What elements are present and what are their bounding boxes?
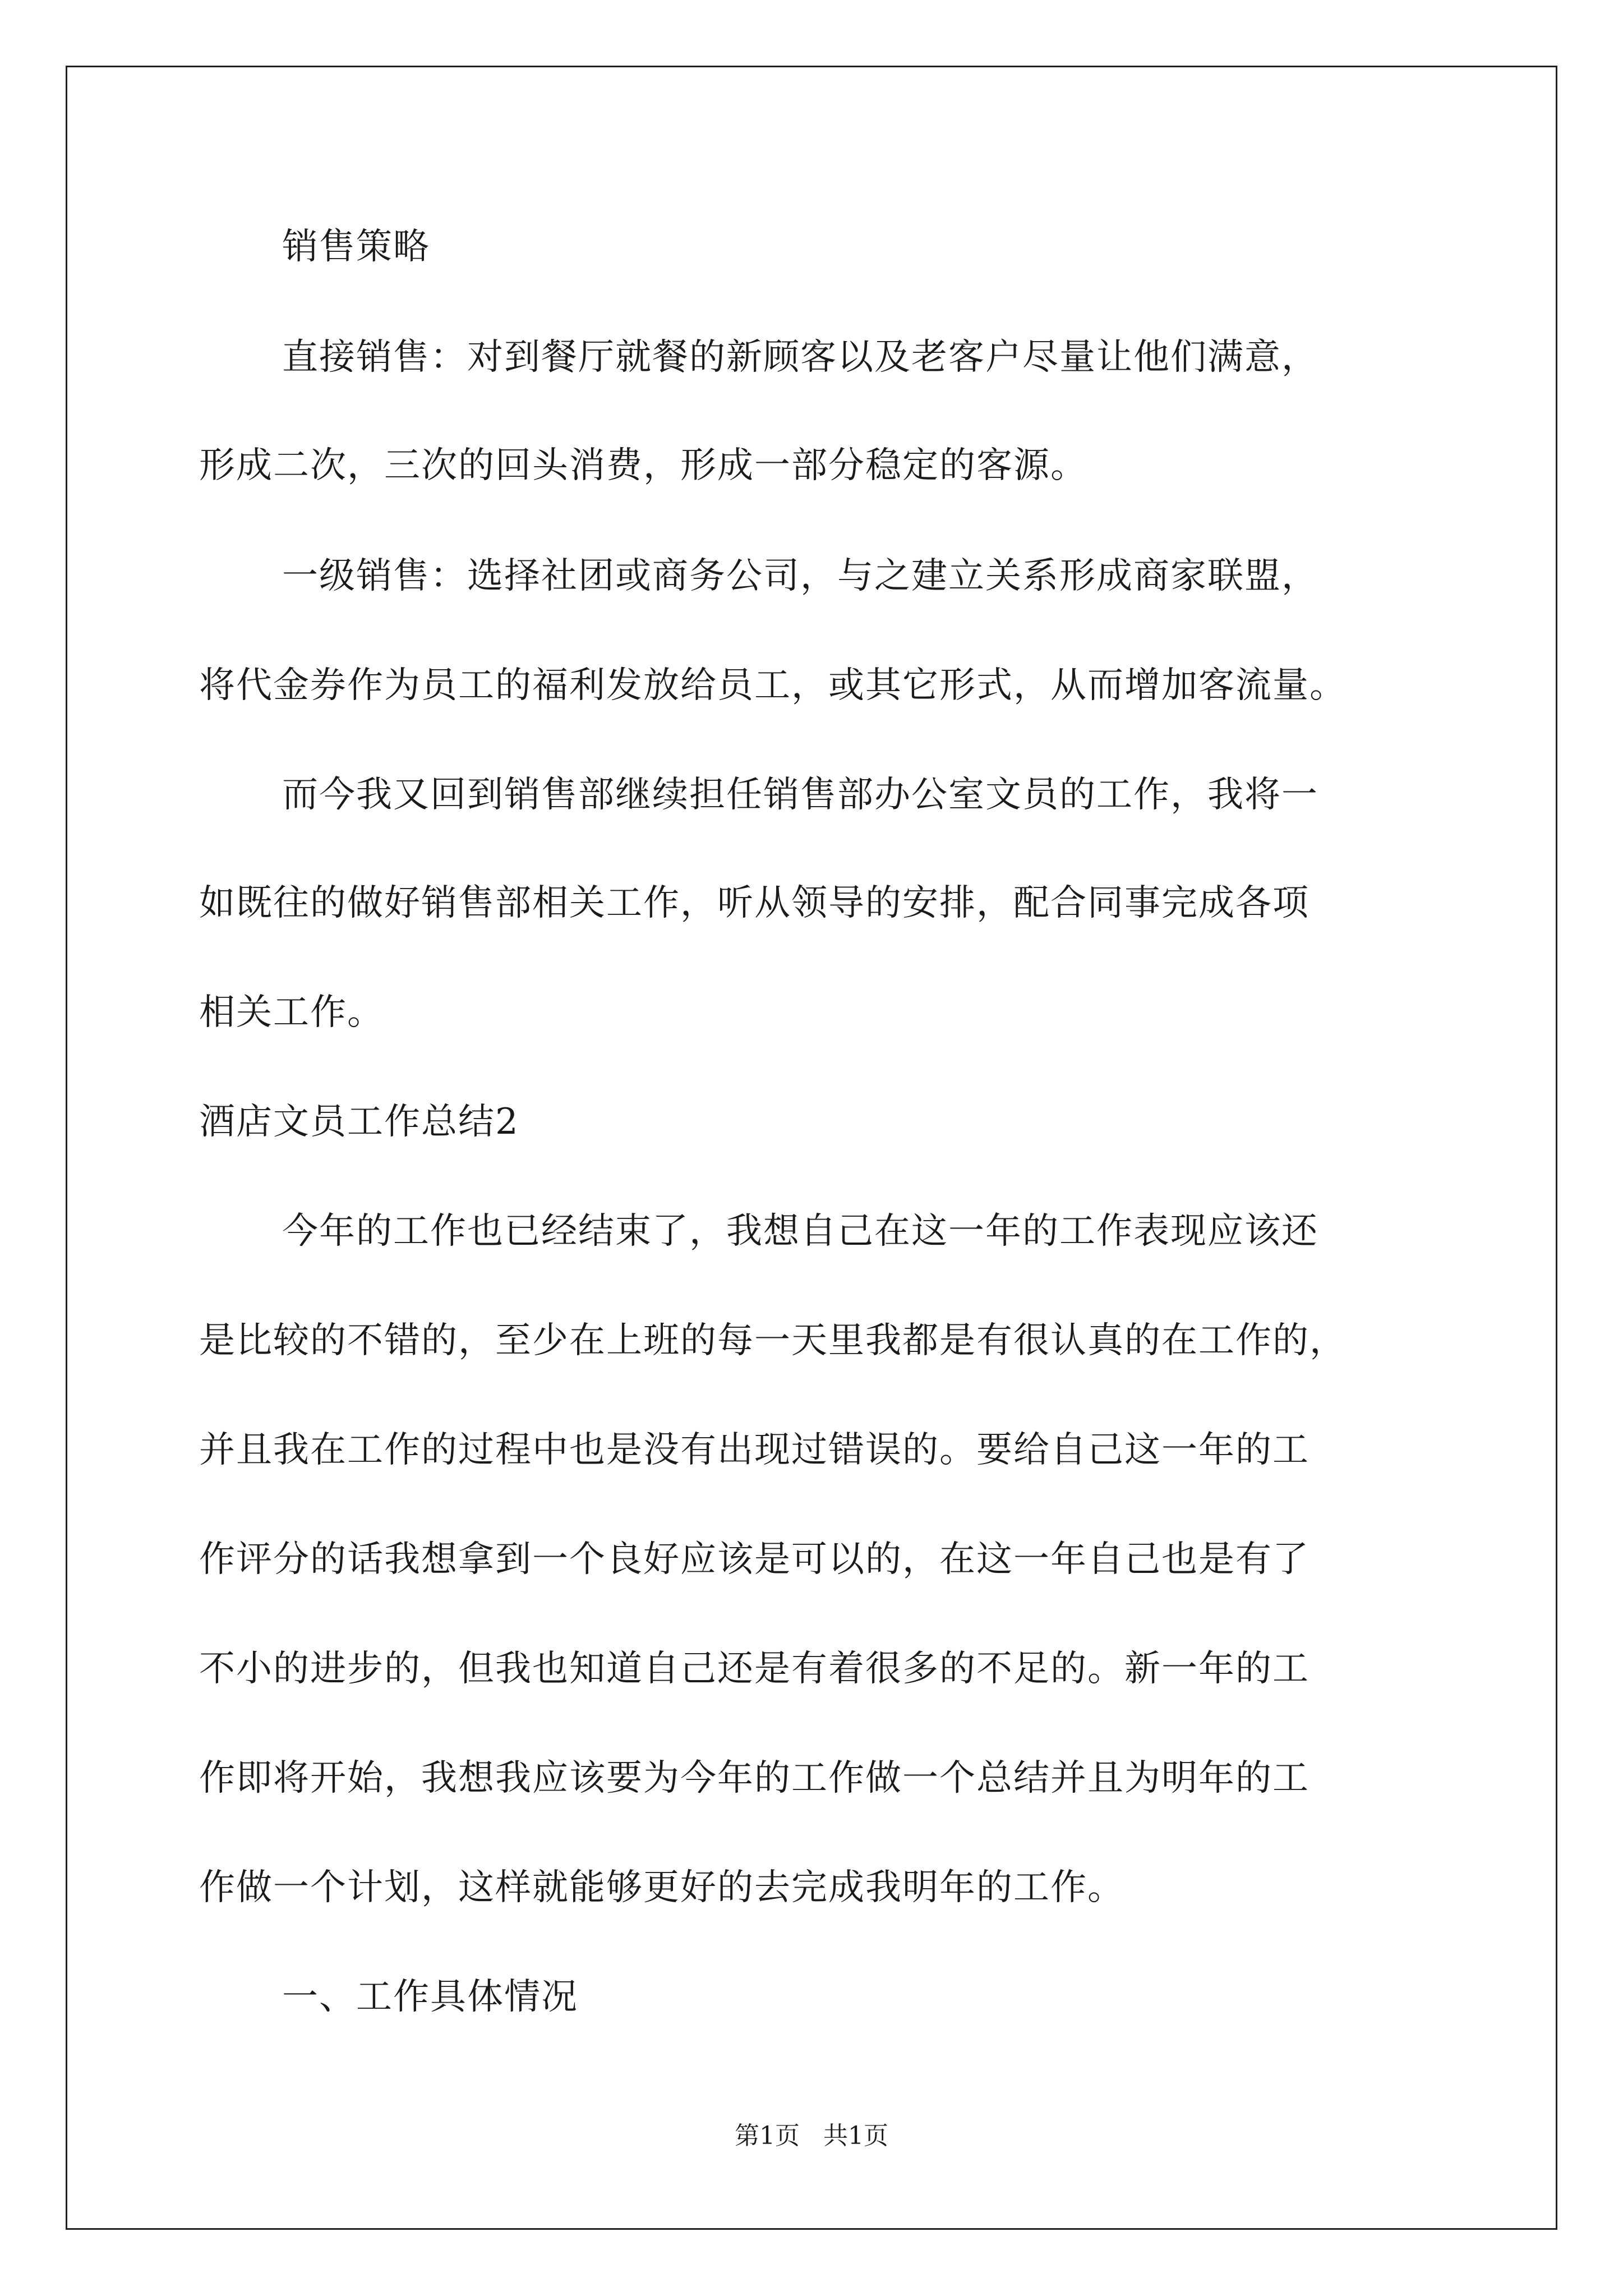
paragraph-line: 不小的进步的，但我也知道自己还是有着很多的不足的。新一年的工 bbox=[199, 1648, 1310, 1690]
paragraph-line: 作即将开始，我想我应该要为今年的工作做一个总结并且为明年的工 bbox=[199, 1757, 1310, 1799]
paragraph-line: 直接销售：对到餐厅就餐的新顾客以及老客户尽量让他们满意， bbox=[282, 337, 1318, 378]
paragraph-line: 相关工作。 bbox=[199, 992, 384, 1033]
paragraph-line: 而今我又回到销售部继续担任销售部办公室文员的工作，我将一 bbox=[282, 774, 1318, 816]
paragraph-line: 作做一个计划，这样就能够更好的去完成我明年的工作。 bbox=[199, 1867, 1124, 1908]
paragraph-line: 今年的工作也已经结束了，我想自己在这一年的工作表现应该还 bbox=[282, 1211, 1318, 1252]
document-title: 酒店文员工作总结2 bbox=[199, 1101, 519, 1143]
section-heading-sales-strategy: 销售策略 bbox=[282, 226, 430, 268]
section-heading-work-details: 一、工作具体情况 bbox=[282, 1976, 578, 2018]
paragraph-line: 形成二次，三次的回头消费，形成一部分稳定的客源。 bbox=[199, 445, 1087, 486]
paragraph-line: 是比较的不错的，至少在上班的每一天里我都是有很认真的在工作的， bbox=[199, 1320, 1347, 1361]
page-number-footer: 第1页 共1页 bbox=[735, 2122, 888, 2150]
paragraph-line: 将代金券作为员工的福利发放给员工，或其它形式，从而增加客流量。 bbox=[199, 665, 1347, 706]
paragraph-line: 并且我在工作的过程中也是没有出现过错误的。要给自己这一年的工 bbox=[199, 1429, 1310, 1471]
paragraph-line: 一级销售：选择社团或商务公司，与之建立关系形成商家联盟， bbox=[282, 555, 1318, 597]
paragraph-line: 如既往的做好销售部相关工作，听从领导的安排，配合同事完成各项 bbox=[199, 882, 1310, 924]
paragraph-line: 作评分的话我想拿到一个良好应该是可以的，在这一年自己也是有了 bbox=[199, 1539, 1310, 1580]
